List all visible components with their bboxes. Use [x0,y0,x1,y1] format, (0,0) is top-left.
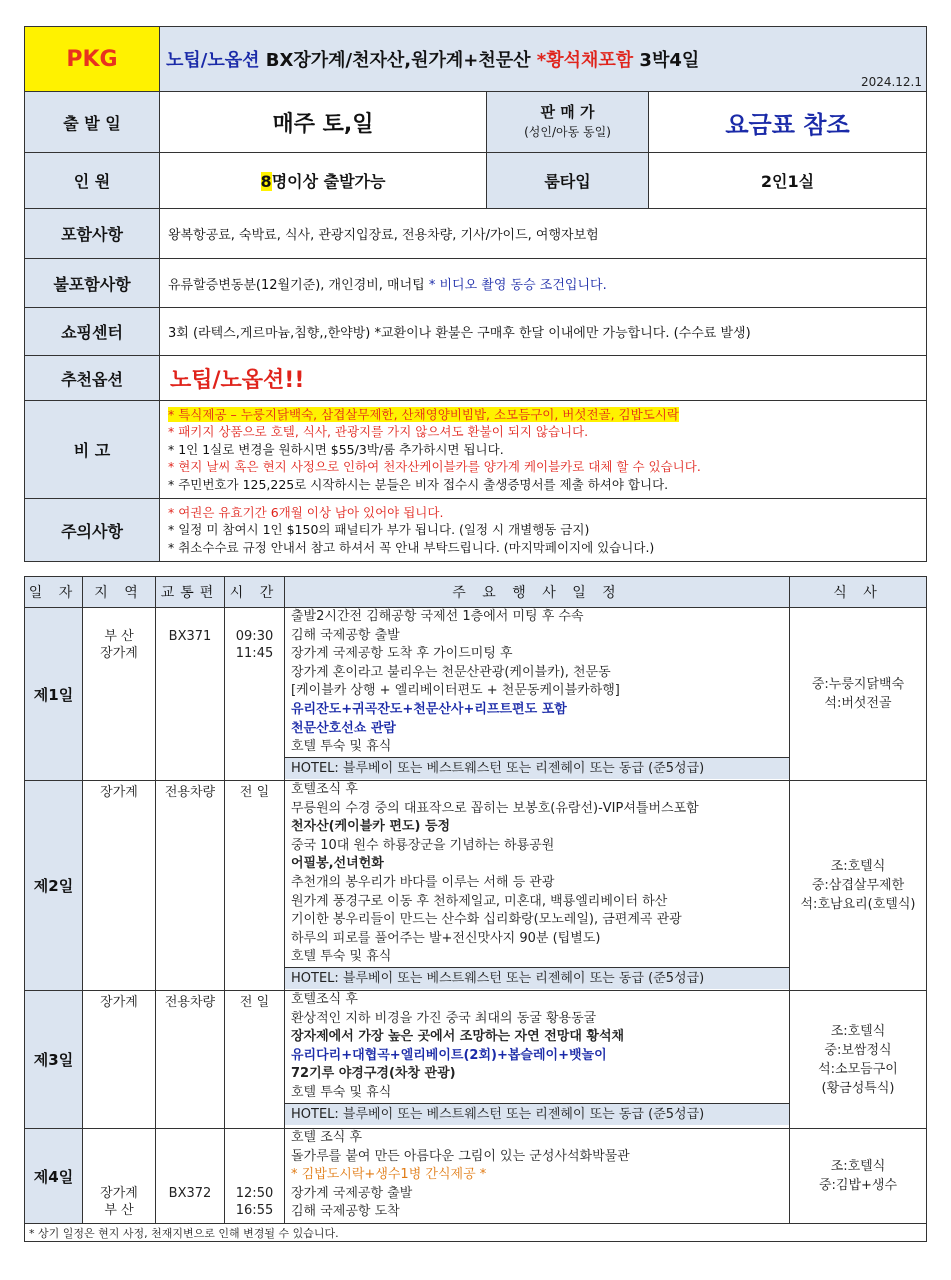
day-label: 제3일 [25,991,83,1129]
schedule-row-day3 [25,991,927,1129]
hotel-info: HOTEL: 블루베이 또는 베스트웨스턴 또는 리젠헤이 또는 동급 (준5성급) [285,757,789,779]
region-cell: 장가계 [83,781,156,991]
activity-line: 돌가루를 붙여 만든 아름다운 그림이 있는 군성사석화박물관 [291,1148,630,1164]
activity-line: 장자제에서 가장 높은 곳에서 조망하는 자연 전망대 황석채 [291,1029,625,1045]
transport-cell: BX372 [156,1129,225,1224]
excluded-cell [160,259,927,308]
activity-line: 어필봉,선녀헌화 [291,856,384,872]
room-label: 룸타입 [487,153,649,209]
recommend-value: 노팁/노옵션!! [160,356,927,401]
header-transport: 교통편 [156,577,225,608]
activity-line: 천문산호선쇼 관람 [291,720,396,736]
activity-line: 추천개의 봉우리가 바다를 이루는 서해 등 관광 [291,874,555,890]
people-label: 인 원 [25,153,160,209]
header-region: 지 역 [83,577,156,608]
activity-line: 기이한 봉우리들이 만드는 산수화 십리화랑(모노레일), 금편계곡 관광 [291,912,682,928]
activities-cell [285,1129,790,1224]
header-meals: 식 사 [790,577,927,608]
transport-cell: 전용차량 [156,781,225,991]
activity-line: 장가계 혼이라고 불리우는 천문산관광(케이블카), 천문동 [291,664,611,680]
departure-label: 출 발 일 [25,92,160,153]
activity-line: 호텔 투숙 및 휴식 [291,949,392,965]
activity-line: 김해 국제공항 출발 [291,627,400,643]
activity-line: 중국 10대 원수 하룡장군을 기념하는 하룡공원 [291,837,555,853]
remarks-label: 비 고 [25,401,160,499]
time-cell: 전 일 [225,781,285,991]
schedule-row-day1 [25,608,927,781]
schedule-row-day4 [25,1129,927,1224]
caution-list [160,499,927,562]
activity-line: * 김밥도시락+생수1병 간식제공 * [291,1167,487,1183]
activity-line: 호텔조식 후 [291,782,358,797]
departure-value: 매주 토,일 [160,92,487,153]
time-cell: 전 일 [225,991,285,1129]
title-no-tip: 노팁/노옵션 [166,50,260,71]
activities-cell [285,781,790,991]
shopping-label: 쇼핑센터 [25,308,160,356]
remark-item: * 특식제공 – 누룽지닭백숙, 삼겹살무제한, 산채영양비빔밥, 소모듬구이, 버섯전골, 김밥도시락 [168,406,679,422]
meals-cell: 조:호텔식 중:삼겹살무제한 석:호남요리(호텔식) [790,781,927,991]
activity-line: 천자산(케이블카 편도) 등정 [291,819,451,835]
region-cell: 부 산 장가계 [83,608,156,781]
meals-cell: 조:호텔식 중:보쌈정식 석:소모듬구이 (황금성특식) [790,991,927,1129]
people-value-cell [160,153,487,209]
activity-line: 호텔조식 후 [291,992,358,1007]
title-route: BX장가계/천자산,원가계+천문산 [259,50,537,71]
excluded-value: 유류할증변동분(12월기준), 개인경비, 매너팁 [168,277,429,293]
itinerary-document [24,26,926,1242]
pkg-badge: PKG [25,27,160,92]
document-date: 2024.12.1 [860,75,923,89]
meals-cell: 중:누룽지닭백숙 석:버섯전골 [790,608,927,781]
region-cell: 장가계 [83,991,156,1129]
activity-line: 장가계 국제공항 도착 후 가이드미팅 후 [291,646,513,662]
caution-label: 주의사항 [25,499,160,562]
package-info-table [24,26,927,562]
header-activities: 주 요 행 사 일 정 [285,577,790,608]
activity-line: 유리다리+대협곡+엘리베이트(2회)+봅슬레이+뱃놀이 [291,1047,607,1063]
title-highlight: *황석채포함 [536,50,634,71]
price-value: 요금표 참조 [649,92,927,153]
package-title [160,27,927,92]
remark-item: * 주민번호가 125,225로 시작하시는 분들은 비자 접수시 출생증명서를 제출 하셔야 합니다. [168,476,669,492]
caution-item: * 취소수수료 규정 안내서 참고 하셔서 꼭 안내 부탁드립니다. (마지막페이지에 있습니다.) [168,539,655,555]
activity-line: 72기루 야경구경(차창 관광) [291,1066,456,1082]
remark-item: * 1인 1실로 변경을 원하시면 $55/3박/룸 추가하시면 됩니다. [168,441,504,457]
activities-cell [285,991,790,1129]
activity-line: 호텔 투숙 및 휴식 [291,739,392,755]
activity-line: 출발2시간전 김해공항 국제선 1층에서 미팅 후 수속 [291,609,584,624]
header-date: 일 자 [25,577,83,608]
price-label-cell [487,92,649,153]
activity-line: 유리잔도+귀곡잔도+천문산사+리프트편도 포함 [291,701,567,717]
activity-line: 김해 국제공항 도착 [291,1204,400,1220]
transport-cell: 전용차량 [156,991,225,1129]
activity-line: 환상적인 지하 비경을 가진 중국 최대의 동굴 황용동굴 [291,1010,597,1026]
hotel-info: HOTEL: 블루베이 또는 베스트웨스턴 또는 리젠헤이 또는 동급 (준5성급) [285,1103,789,1125]
shopping-value: 3회 (라텍스,게르마늄,침향,,한약방) *교환이나 환불은 구매후 한달 이내에만 가능합니다. (수수료 발생) [160,308,927,356]
remarks-list [160,401,927,499]
excluded-note: * 비디오 촬영 동승 조건입니다. [428,277,607,293]
title-duration: 3박4일 [633,50,700,71]
price-sub-label: (성인/아동 동일) [524,125,611,139]
schedule-footer-note: * 상기 일정은 현지 사정, 천재지변으로 인해 변경될 수 있습니다. [25,1224,927,1242]
activity-line: 무릉원의 수경 중의 대표작으로 꼽히는 보봉호(유람선)-VIP셔틀버스포함 [291,800,699,816]
price-label: 판 매 가 [540,103,595,121]
region-cell: 장가계 부 산 [83,1129,156,1224]
activity-line: 호텔 조식 후 [291,1130,363,1145]
people-value: 명이상 출발가능 [271,172,386,191]
activity-line: 하루의 피로를 풀어주는 발+전신맛사지 90분 (팁별도) [291,930,601,946]
room-value: 2인1실 [649,153,927,209]
day-label: 제2일 [25,781,83,991]
activity-line: 호텔 투숙 및 휴식 [291,1084,392,1100]
time-cell: 12:50 16:55 [225,1129,285,1224]
transport-cell: BX371 [156,608,225,781]
caution-item: * 일정 미 참여시 1인 $150의 패널티가 부가 됩니다. (일정 시 개별행동 금지) [168,522,590,538]
caution-item: * 여권은 유효기간 6개월 이상 남아 있어야 됩니다. [168,504,444,520]
activity-line: [케이블카 상행 + 엘리베이터편도 + 천문동케이블카하행] [291,683,620,699]
included-label: 포함사항 [25,209,160,259]
hotel-info: HOTEL: 블루베이 또는 베스트웨스턴 또는 리젠헤이 또는 동급 (준5성급) [285,967,789,989]
time-cell: 09:30 11:45 [225,608,285,781]
remark-item: * 현지 날씨 혹은 현지 사정으로 인하여 천자산케이블카를 양가계 케이블카로 대체 할 수 있습니다. [168,459,701,475]
people-min-count: 8 [260,172,272,191]
day-label: 제4일 [25,1129,83,1224]
excluded-label: 불포함사항 [25,259,160,308]
day-label: 제1일 [25,608,83,781]
meals-cell: 조:호텔식 중:김밥+생수 [790,1129,927,1224]
included-value: 왕복항공료, 숙박료, 식사, 관광지입장료, 전용차량, 기사/가이드, 여행자보험 [160,209,927,259]
activities-cell [285,608,790,781]
activity-line: 장가계 국제공항 출발 [291,1185,413,1201]
recommend-label: 추천옵션 [25,356,160,401]
activity-line: 원가계 풍경구로 이동 후 천하제일교, 미혼대, 백룡엘리베이터 하산 [291,893,668,909]
schedule-table [24,576,927,1242]
header-time: 시 간 [225,577,285,608]
remark-item: * 패키지 상품으로 호텔, 식사, 관광지를 가지 않으셔도 환불이 되지 않습니다. [168,424,589,440]
schedule-row-day2 [25,781,927,991]
